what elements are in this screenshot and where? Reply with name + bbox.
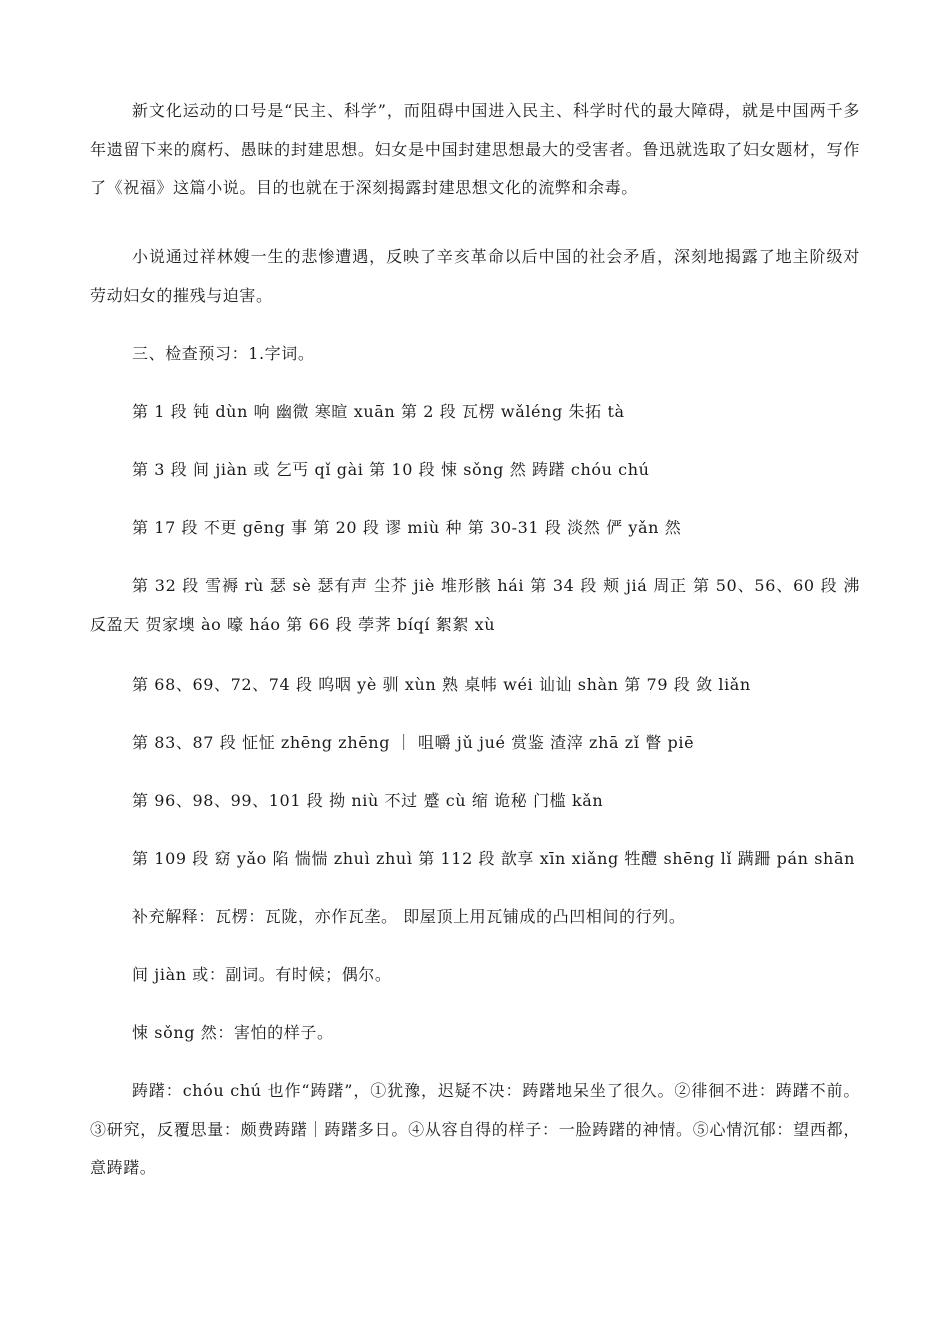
vocab-line-1: 第 1 段 钝 dùn 响 幽微 寒暄 xuān 第 2 段 瓦楞 wǎléng 朱拓 tà xyxy=(132,402,625,421)
paragraph-new-culture-movement: 新文化运动的口号是“民主、科学”，而阻碍中国进入民主、科学时代的最大障碍，就是中国两千多年遗留下来的腐朽、愚昧的封建思想。妇女是中国封建思想最大的受害者。鲁迅就选取了妇女题材，写作了《祝福》这篇小说。目的也就在于深刻揭露封建思想文化的流弊和余毒。 xyxy=(90,101,860,197)
supplement-explanation-jianhuo: 间 jiàn 或：副词。有时候；偶尔。 xyxy=(132,965,392,984)
section-heading-preview-check: 三、检查预习：1.字词。 xyxy=(132,344,315,363)
vocab-line-2: 第 3 段 间 jiàn 或 乞丐 qǐ gài 第 10 段 悚 sǒng 然 踌躇 chóu chú xyxy=(132,460,650,479)
vocab-line-7: 第 96、98、99、101 段 拗 niù 不过 蹙 cù 缩 诡秘 门槛 kǎn xyxy=(132,791,604,810)
vocab-line-6: 第 83、87 段 怔怔 zhēng zhēng ｜ 咀嚼 jǔ jué 赏鉴 渣滓 zhā zǐ 瞥 piē xyxy=(132,733,695,752)
vocab-line-3: 第 17 段 不更 gēng 事 第 20 段 谬 miù 种 第 30-31 段 淡然 俨 yǎn 然 xyxy=(132,518,682,537)
supplement-explanation-walang: 补充解释：瓦楞：瓦陇，亦作瓦垄。 即屋顶上用瓦铺成的凸凹相间的行列。 xyxy=(132,907,686,926)
vocab-line-4: 第 32 段 雪褥 rù 瑟 sè 瑟有声 尘芥 jiè 堆形骸 hái 第 34 段 颊 jiá 周正 第 50、56、60 段 沸反盈天 贺家墺 ào 嚎 háo 第 66 段 荸荠 bíqí 絮絮 xù xyxy=(90,576,860,634)
supplement-explanation-songran: 悚 sǒng 然：害怕的样子。 xyxy=(132,1023,334,1042)
supplement-explanation-chouchu: 踌躇：chóu chú 也作“踌躇”，①犹豫，迟疑不决：踌躇地呆坐了很久。②徘徊不进：踌躇不前。③研究，反覆思量：颇费踌躇｜踌躇多日。④从容自得的样子：一脸踌躇的神情。⑤心情沉郁：望西都，意踌躇。 xyxy=(90,1081,860,1177)
vocab-line-5: 第 68、69、72、74 段 呜咽 yè 驯 xùn 熟 桌帏 wéi 讪讪 shàn 第 79 段 敛 liǎn xyxy=(132,675,751,694)
paragraph-novel-summary: 小说通过祥林嫂一生的悲惨遭遇，反映了辛亥革命以后中国的社会矛盾，深刻地揭露了地主阶级对劳动妇女的摧残与迫害。 xyxy=(90,247,860,305)
vocab-line-8: 第 109 段 窈 yǎo 陷 惴惴 zhuì zhuì 第 112 段 歆享 xīn xiǎng 牲醴 shēng lǐ 蹒跚 pán shān xyxy=(132,849,856,868)
